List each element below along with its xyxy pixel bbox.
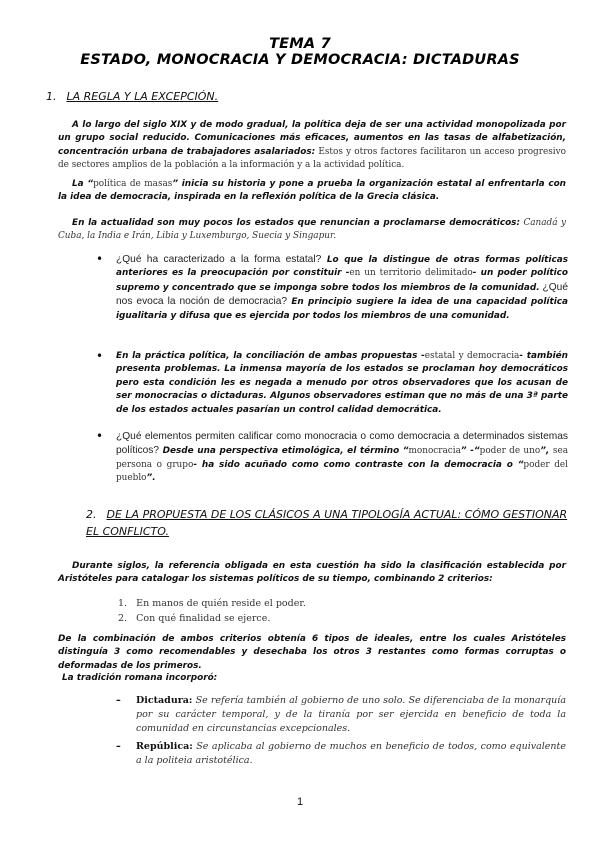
paragraph-2-body: ” inicia su historia y pone a prueba la organización estatal al enfrentarla con la idea de democracia, inspirada en la reflexión política de la Grecia clásica. [58,179,566,203]
section-2-title: DE LA PROPUESTA DE LOS CLÁSICOS A UNA TIPOLOGÍA ACTUAL: CÓMO GESTIONAR EL CONFLICTO. [86,508,568,538]
section-2-number: 2. [86,508,97,521]
bullet-1-question-2: ¿Qué nos evoca la noción de democracia? [116,281,569,308]
paragraph-2-term: política de masas [93,179,173,189]
section-1-number: 1. [46,90,57,103]
bullet-1-phrase: en un territorio delimitado [349,268,473,279]
section-1-title: LA REGLA Y LA EXCEPCIÓN. [66,90,219,103]
bullet-3-term-3: sea persona o grupo [116,446,568,470]
bullet-2-phrase: estatal y democracia [424,351,520,361]
dash-item-dictadura-text: Se refería también al gobierno de uno solo. Se diferenciaba de la monarquía por su carácter temporal, y de la tiranía por ser ejercida en beneficio de toda la comunidad en circunstancias excepcionales. [136,695,566,734]
criteria-item-1 [118,598,306,609]
document-subtitle: ESTADO, MONOCRACIA Y DEMOCRACIA: DICTADURAS [80,52,520,68]
bullet-2-text-2: - también presenta problemas. La inmensa mayoría de los estados se proclaman hoy democráticos pero esta condición les es negada a menudo por otros observadores que los acusan de ser monocracias o dictaduras. Algunos observadores estiman que no más de una 3ª parte de los estados actuales pasarían un control calidad democrática. [116,351,568,415]
paragraph-3-lead: En la actualidad son muy pocos los estados que renuncian a proclamarse democráticos: [72,218,521,228]
paragraph-1-body: Estos y otros factores facilitaron un acceso progresivo de sectores amplios de la población a la información y a la actividad política. [58,146,566,171]
section-2-heading [86,506,568,540]
bullet-icon: • [96,429,104,443]
criteria-item-2-text: Con qué finalidad se ejerce. [136,613,271,624]
dash-item-republica-term: República: [136,741,193,752]
section-2-paragraph-2-text: De la combinación de ambos criterios obtenía 6 tipos de ideales, entre los cuales Aristóteles distinguía 3 como recomendables y desechaba los otros 3 restantes como formas corruptas o deformadas de los primeros. [58,634,566,671]
section-2-paragraph-3-text: La tradición romana incorporó: [62,673,218,683]
dash-item-dictadura-term: Dictadura: [136,695,193,706]
dash-item-dictadura [116,694,566,736]
bullet-3-question: ¿Qué elementos permiten calificar como monocracia o como democracia a determinados sistemas políticos? [116,431,568,457]
dash-icon: – [116,741,121,752]
bullet-icon: • [96,252,104,266]
bullet-item-3 [96,429,568,486]
dash-item-republica [116,740,566,768]
section-2-paragraph-2 [58,633,566,673]
bullet-1-question-1: ¿Qué ha caracterizado a la forma estatal? [116,254,322,265]
bullet-3-text-1: Desde una perspectiva etimológica, el término “ [159,446,409,457]
bullet-3-term-2: poder de uno [479,446,541,457]
bullet-1-text-2: - un poder político supremo y concentrado que se imponga sobre todos los miembros de la comunidad. [116,268,569,293]
section-2-paragraph-3 [62,672,570,685]
document-title: TEMA 7 [269,36,331,52]
paragraph-2-open: La “ [72,179,94,189]
criteria-item-2 [118,613,270,624]
criteria-item-2-number: 2. [118,613,128,624]
bullet-3-term-4: poder del pueblo [116,459,568,484]
bullet-1-text-3: En principio sugiere la idea de una capacidad política igualitaria y difusa que es ejercida por todos los miembros de una comunidad. [116,297,569,321]
bullet-3-term-1: monocracia [408,446,461,457]
paragraph-2 [58,178,566,205]
paragraph-3 [58,217,566,244]
bullet-item-2 [96,349,568,417]
criteria-item-1-number: 1. [118,598,128,609]
page-number: 1 [296,796,304,808]
section-1-heading [46,88,218,105]
bullet-1-text-1: Lo que la distingue de otras formas políticas anteriores es la preocupación por constituir - [116,255,568,279]
paragraph-1 [58,119,566,173]
dash-icon: – [116,695,121,706]
criteria-item-1-text: En manos de quién reside el poder. [136,598,306,609]
bullet-3-text-3: ”, [540,446,553,457]
section-2-paragraph-1 [58,560,566,587]
dash-item-republica-text: Se aplicaba al gobierno de muchos en beneficio de todos, como equivalente a la politeia aristotélica. [136,741,566,766]
bullet-3-text-2: ” -“ [460,446,480,457]
bullet-3-text-5: ”. [146,473,156,484]
bullet-2-text-1: En la práctica política, la conciliación de ambas propuestas - [116,351,425,361]
bullet-item-1 [96,252,569,323]
paragraph-1-lead: A lo largo del siglo XIX y de modo gradual, la política deja de ser una actividad monopolizada por un grupo social reducido. Comunicaciones más eficaces, aumentos en las tasas de alfabetización, concentración urbana de trabajadores asalariados: [58,120,566,157]
section-2-paragraph-1-text: Durante siglos, la referencia obligada en esta cuestión ha sido la clasificación establecida por Aristóteles para catalogar los sistemas políticos de su tiempo, combinando 2 criterios: [58,561,566,585]
bullet-icon: • [96,349,104,363]
paragraph-3-examples: Canadá y Cuba, la India e Irán, Libia y Luxemburgo, Suecia y Singapur. [58,218,567,242]
bullet-3-text-4: - ha sido acuñado como como contraste con la democracia o “ [193,459,524,470]
